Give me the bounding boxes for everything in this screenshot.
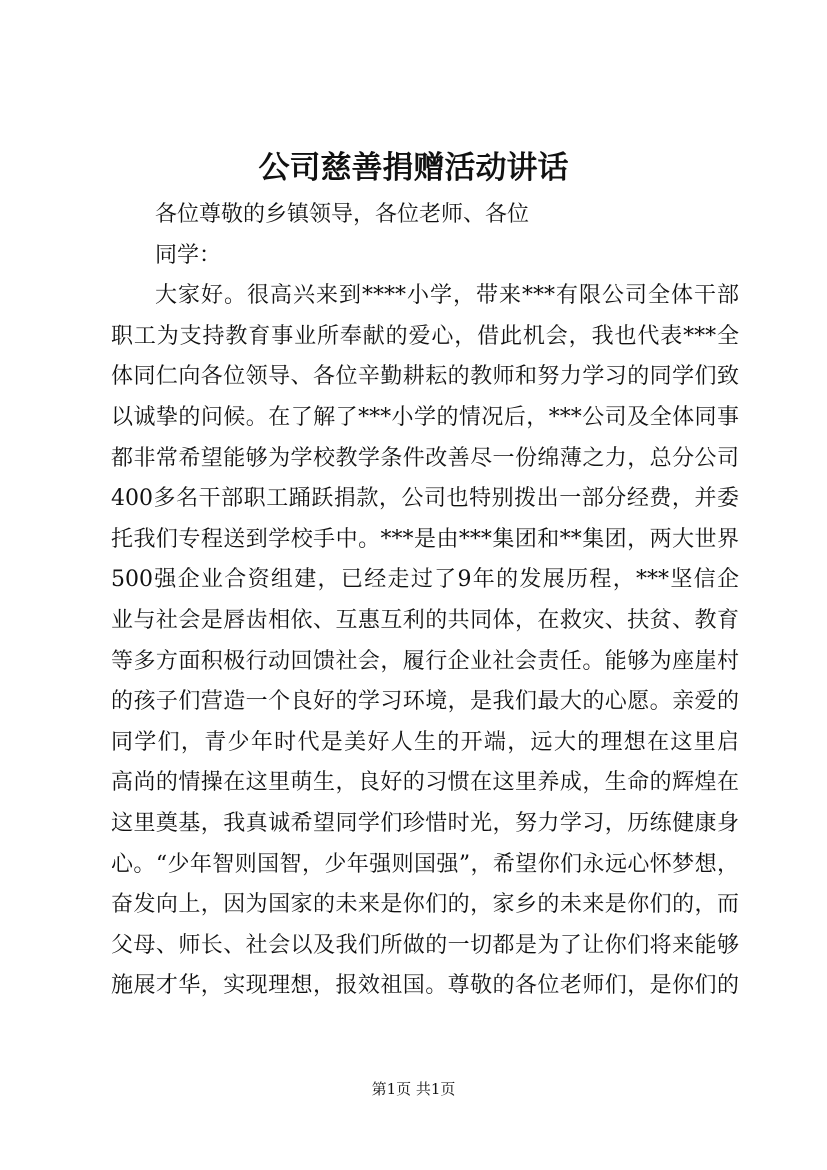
document-title: 公司慈善捐赠活动讲话 [258, 150, 569, 186]
text-line: 同学： [155, 242, 222, 268]
text-line: 奋发向上，因为国家的未来是你们的，家乡的未来是你们的，而 [111, 892, 739, 918]
text-line: 的孩子们营造一个良好的学习环境，是我们最大的心愿。亲爱的 [111, 689, 739, 715]
text-line: 400多名干部职工踊跃捐款，公司也特别拨出一部分经费，并委 [111, 486, 739, 512]
text-line: 高尚的情操在这里萌生，良好的习惯在这里养成，生命的辉煌在 [111, 770, 739, 796]
text-line: 等多方面积极行动回馈社会，履行企业社会责任。能够为座崖村 [111, 648, 739, 674]
page-footer: 第1页 共1页 [371, 1080, 456, 1098]
text-line: 施展才华，实现理想，报效祖国。尊敬的各位老师们，是你们的 [111, 973, 739, 999]
text-line: 父母、师长、社会以及我们所做的一切都是为了让你们将来能够 [111, 932, 739, 958]
text-line: 以诚挚的问候。在了解了***小学的情况后，***公司及全体同事 [111, 404, 739, 430]
document-body [111, 195, 739, 1007]
text-line: 都非常希望能够为学校教学条件改善尽一份绵薄之力，总分公司 [111, 445, 739, 471]
text-line: 心。“少年智则国智，少年强则国强”，希望你们永远心怀梦想， [111, 851, 739, 877]
text-line: 这里奠基，我真诚希望同学们珍惜时光，努力学习，历练健康身 [111, 810, 739, 836]
text-line: 500强企业合资组建，已经走过了9年的发展历程，***坚信企 [111, 567, 739, 593]
text-line: 托我们专程送到学校手中。***是由***集团和**集团，两大世界 [111, 526, 739, 552]
text-line: 业与社会是唇齿相依、互惠互利的共同体，在救灾、扶贫、教育 [111, 607, 739, 633]
text-line: 各位尊敬的乡镇领导，各位老师、各位 [155, 202, 530, 227]
text-line: 职工为支持教育事业所奉献的爱心，借此机会，我也代表***全 [111, 323, 739, 349]
text-line: 大家好。很高兴来到****小学，带来***有限公司全体干部 [155, 283, 739, 309]
text-line: 同学们，青少年时代是美好人生的开端，远大的理想在这里启 [111, 729, 739, 755]
text-line: 体同仁向各位领导、各位辛勤耕耘的教师和努力学习的同学们致 [111, 364, 739, 390]
